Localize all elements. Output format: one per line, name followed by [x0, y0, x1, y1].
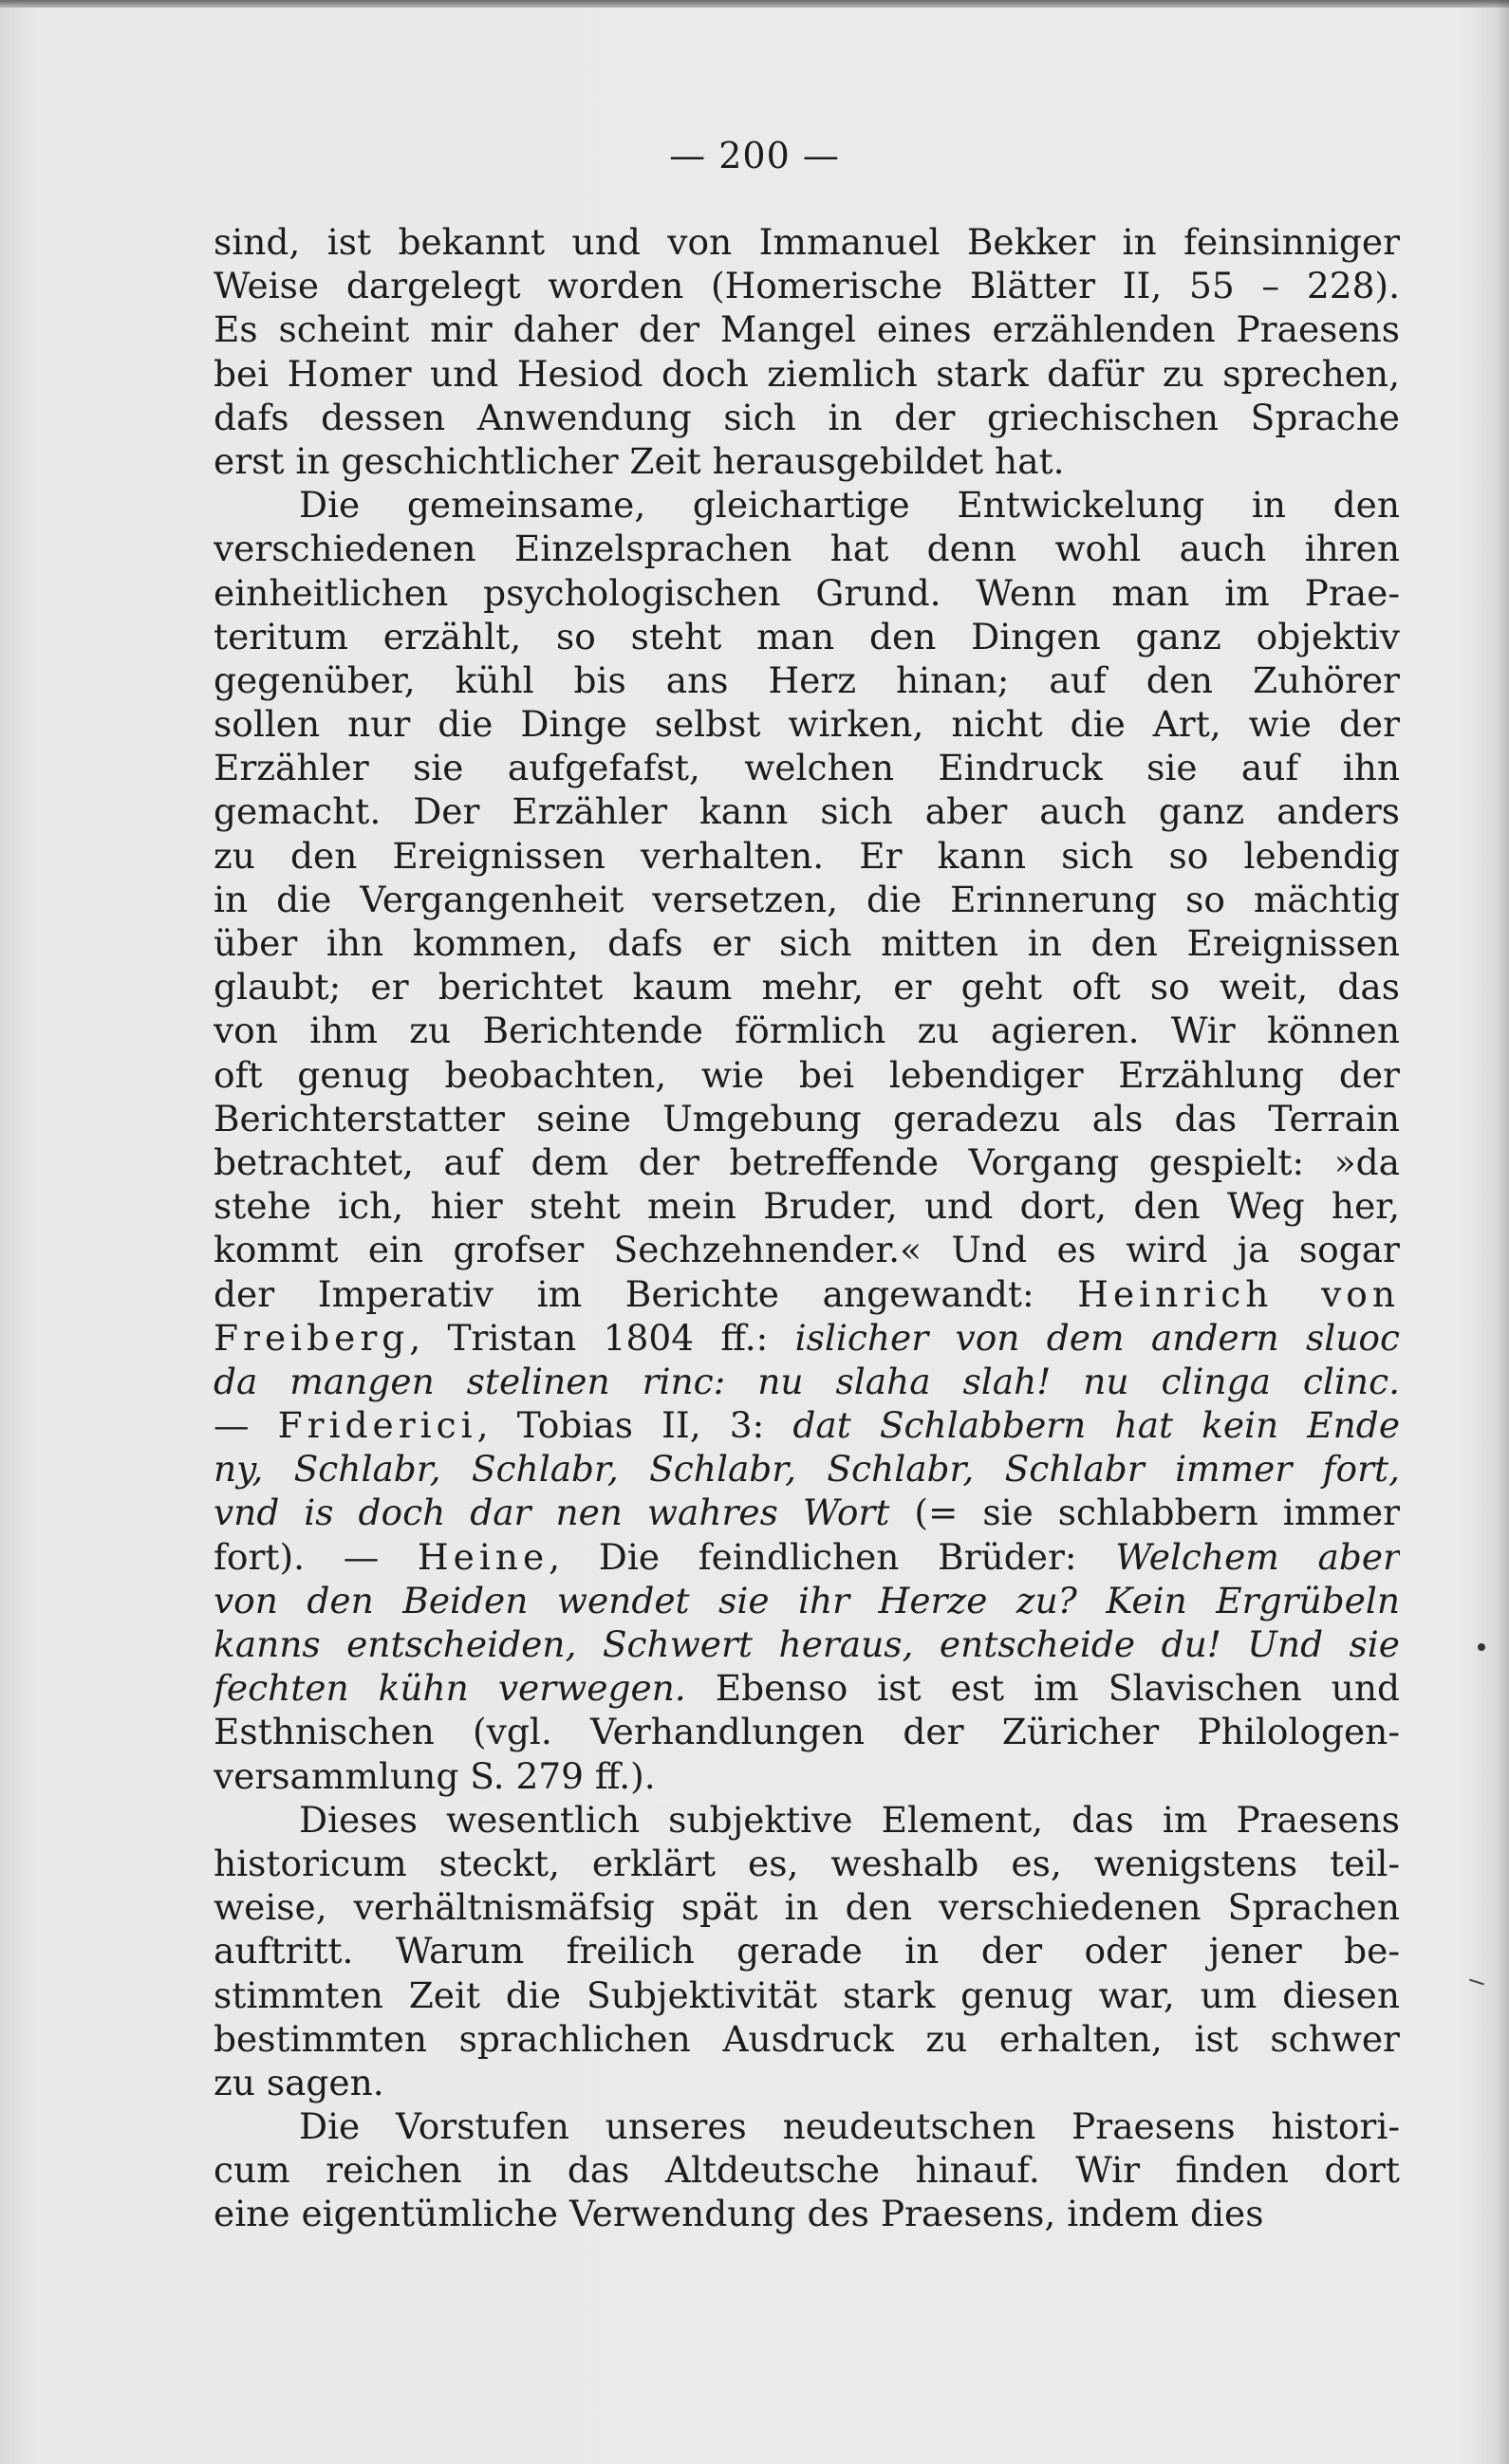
- text-segment: zu sagen.: [214, 2061, 384, 2103]
- text-line: [214, 1403, 1400, 1447]
- text-line: [214, 352, 1400, 396]
- text-segment: dafs dessen Anwendung sich in der griechischen Sprache: [214, 396, 1400, 438]
- text-segment: , Tristan 1804 ff.:: [409, 1316, 795, 1359]
- text-segment: cum reichen in das Altdeutsche hinauf. Wir finden dort: [214, 2149, 1400, 2192]
- text-segment: stimmten Zeit die Subjektivität stark genug war, um diesen: [214, 1973, 1400, 2016]
- author-name: Freiberg: [214, 1316, 410, 1359]
- text-segment: , Tobias II, 3:: [476, 1404, 793, 1447]
- text-line: [214, 2104, 1400, 2148]
- text-line: [214, 439, 1400, 483]
- text-segment: —: [214, 1404, 278, 1447]
- author-name: Heine: [417, 1535, 550, 1578]
- text-line: [214, 1710, 1400, 1753]
- italic-quote: Welchem aber: [1115, 1535, 1400, 1578]
- author-name: Friderici: [277, 1404, 477, 1447]
- italic-quote: von den Beiden wendet sie ihr Herze zu? Kein Ergrübeln: [214, 1579, 1400, 1621]
- text-line: [214, 702, 1400, 746]
- text-segment: glaubt; er berichtet kaum mehr, er geht oft so weit, das: [214, 966, 1400, 1009]
- text-line: [214, 571, 1400, 615]
- text-line: [214, 1447, 1400, 1491]
- text-line: [214, 1053, 1400, 1097]
- text-line: [214, 1140, 1400, 1184]
- text-line: [214, 1360, 1400, 1403]
- text-segment: gegenüber, kühl bis ans Herz hinan; auf den Zuhörer: [214, 658, 1400, 701]
- text-line: [214, 1973, 1400, 2017]
- text-segment: eine eigentümliche Verwendung des Praesens, indem dies: [214, 2193, 1264, 2235]
- text-line: [214, 220, 1400, 264]
- text-line: [214, 1754, 1400, 1798]
- page-number: — 200 —: [669, 135, 840, 176]
- text-segment: sind, ist bekannt und von Immanuel Bekker in feinsinniger: [214, 221, 1400, 263]
- page-right-shadow: [1496, 0, 1509, 2464]
- page-top-edge: [0, 0, 1509, 8]
- text-line: [214, 527, 1400, 570]
- italic-quote: dat Schlabbern hat kein Ende: [792, 1404, 1400, 1447]
- text-line: [214, 1579, 1400, 1622]
- margin-dot-mark: [1478, 1643, 1485, 1651]
- text-line: [214, 1798, 1400, 1842]
- text-line: [214, 921, 1400, 965]
- text-line: [214, 1842, 1400, 1885]
- text-line: [214, 1228, 1400, 1271]
- text-segment: oft genug beobachten, wie bei lebendiger Erzählung der: [214, 1053, 1400, 1096]
- italic-quote: da mangen stelinen rinc: nu slaha slah! nu clinga clinc.: [214, 1360, 1400, 1402]
- text-segment: über ihn kommen, dafs er sich mitten in den Ereignissen: [214, 922, 1400, 964]
- text-segment: stehe ich, hier steht mein Bruder, und dort, den Weg her,: [214, 1185, 1400, 1228]
- text-line: [214, 1184, 1400, 1228]
- text-line: [214, 1666, 1400, 1710]
- text-segment: von ihm zu Berichtende förmlich zu agieren. Wir können: [214, 1010, 1400, 1052]
- text-line: [214, 2192, 1400, 2235]
- text-segment: Ebenso ist est im Slavischen und: [685, 1667, 1400, 1710]
- text-segment: gemacht. Der Erzähler kann sich aber auch ganz anders: [214, 790, 1400, 833]
- text-segment: fort). —: [214, 1535, 418, 1578]
- text-segment: betrachtet, auf dem der betreffende Vorgang gespielt: »da: [214, 1140, 1400, 1183]
- text-segment: Dieses wesentlich subjektive Element, das im Praesens: [299, 1798, 1400, 1841]
- text-segment: Esthnischen (vgl. Verhandlungen der Züricher Philologen-: [214, 1711, 1400, 1753]
- italic-quote: kanns entscheiden, Schwert heraus, entscheide du! Und sie: [214, 1623, 1400, 1665]
- text-line: [214, 307, 1400, 351]
- text-segment: Die Vorstufen unseres neudeutschen Praesens histori-: [299, 2105, 1400, 2148]
- text-segment: einheitlichen psychologischen Grund. Wenn man im Prae-: [214, 571, 1400, 614]
- text-line: [214, 1622, 1400, 1666]
- text-line: [214, 1316, 1400, 1360]
- text-segment: in die Vergangenheit versetzen, die Erinnerung so mächtig: [214, 878, 1400, 920]
- text-line: [214, 1929, 1400, 1973]
- body-text: [214, 220, 1400, 2236]
- text-line: [214, 965, 1400, 1009]
- text-line: [214, 1272, 1400, 1316]
- text-segment: Erzähler sie aufgefafst, welchen Eindruck sie auf ihn: [214, 747, 1400, 789]
- text-line: [214, 878, 1400, 921]
- text-line: [214, 483, 1400, 527]
- text-line: [214, 2148, 1400, 2192]
- text-segment: bei Homer und Hesiod doch ziemlich stark dafür zu sprechen,: [214, 352, 1400, 395]
- text-line: [214, 264, 1400, 307]
- text-segment: auftritt. Warum freilich gerade in der oder jener be-: [214, 1930, 1400, 1973]
- text-line: [214, 834, 1400, 878]
- text-segment: bestimmten sprachlichen Ausdruck zu erhalten, ist schwer: [214, 2017, 1400, 2060]
- text-line: [214, 396, 1400, 439]
- text-line: [214, 746, 1400, 789]
- text-segment: Die gemeinsame, gleichartige Entwickelung in den: [299, 484, 1400, 527]
- text-segment: Weise dargelegt worden (Homerische Blätter II, 55 – 228).: [214, 265, 1400, 307]
- text-line: [214, 1535, 1400, 1579]
- text-segment: teritum erzählt, so steht man den Dingen ganz objektiv: [214, 615, 1400, 658]
- text-line: [214, 1491, 1400, 1534]
- text-segment: Berichterstatter seine Umgebung geradezu als das Terrain: [214, 1097, 1400, 1139]
- text-segment: versammlung S. 279 ff.).: [214, 1754, 656, 1797]
- text-line: [214, 2061, 1400, 2104]
- italic-quote: vnd is doch dar nen wahres Wort: [214, 1491, 890, 1534]
- italic-quote: fechten kühn verwegen.: [214, 1667, 686, 1710]
- text-line: [214, 1097, 1400, 1140]
- text-line: [214, 1009, 1400, 1052]
- text-segment: der Imperativ im Berichte angewandt:: [214, 1272, 1078, 1315]
- text-segment: verschiedenen Einzelsprachen hat denn wohl auch ihren: [214, 528, 1400, 570]
- italic-quote: islicher von dem andern sluoc: [794, 1316, 1400, 1359]
- text-segment: historicum steckt, erklärt es, weshalb es, wenigstens teil-: [214, 1842, 1400, 1884]
- text-line: [214, 615, 1400, 658]
- text-line: [214, 658, 1400, 702]
- margin-dash-mark: [1469, 1979, 1484, 1986]
- text-line: [214, 1885, 1400, 1929]
- text-segment: weise, verhältnismäfsig spät in den verschiedenen Sprachen: [214, 1886, 1400, 1929]
- text-segment: , Die feindlichen Brüder:: [549, 1535, 1116, 1578]
- italic-quote: ny, Schlabr, Schlabr, Schlabr, Schlabr, Schlabr immer fort,: [214, 1448, 1400, 1491]
- text-line: [214, 789, 1400, 833]
- text-segment: Es scheint mir daher der Mangel eines erzählenden Praesens: [214, 308, 1400, 351]
- text-segment: zu den Ereignissen verhalten. Er kann sich so lebendig: [214, 834, 1400, 877]
- text-segment: sollen nur die Dinge selbst wirken, nicht die Art, wie der: [214, 703, 1400, 746]
- text-segment: erst in geschichtlicher Zeit herausgebildet hat.: [214, 439, 1065, 482]
- author-name: Heinrich von: [1077, 1272, 1400, 1315]
- text-segment: (= sie schlabbern immer: [889, 1491, 1400, 1534]
- text-segment: kommt ein grofser Sechzehnender.« Und es wird ja sogar: [214, 1229, 1400, 1271]
- text-line: [214, 2017, 1400, 2061]
